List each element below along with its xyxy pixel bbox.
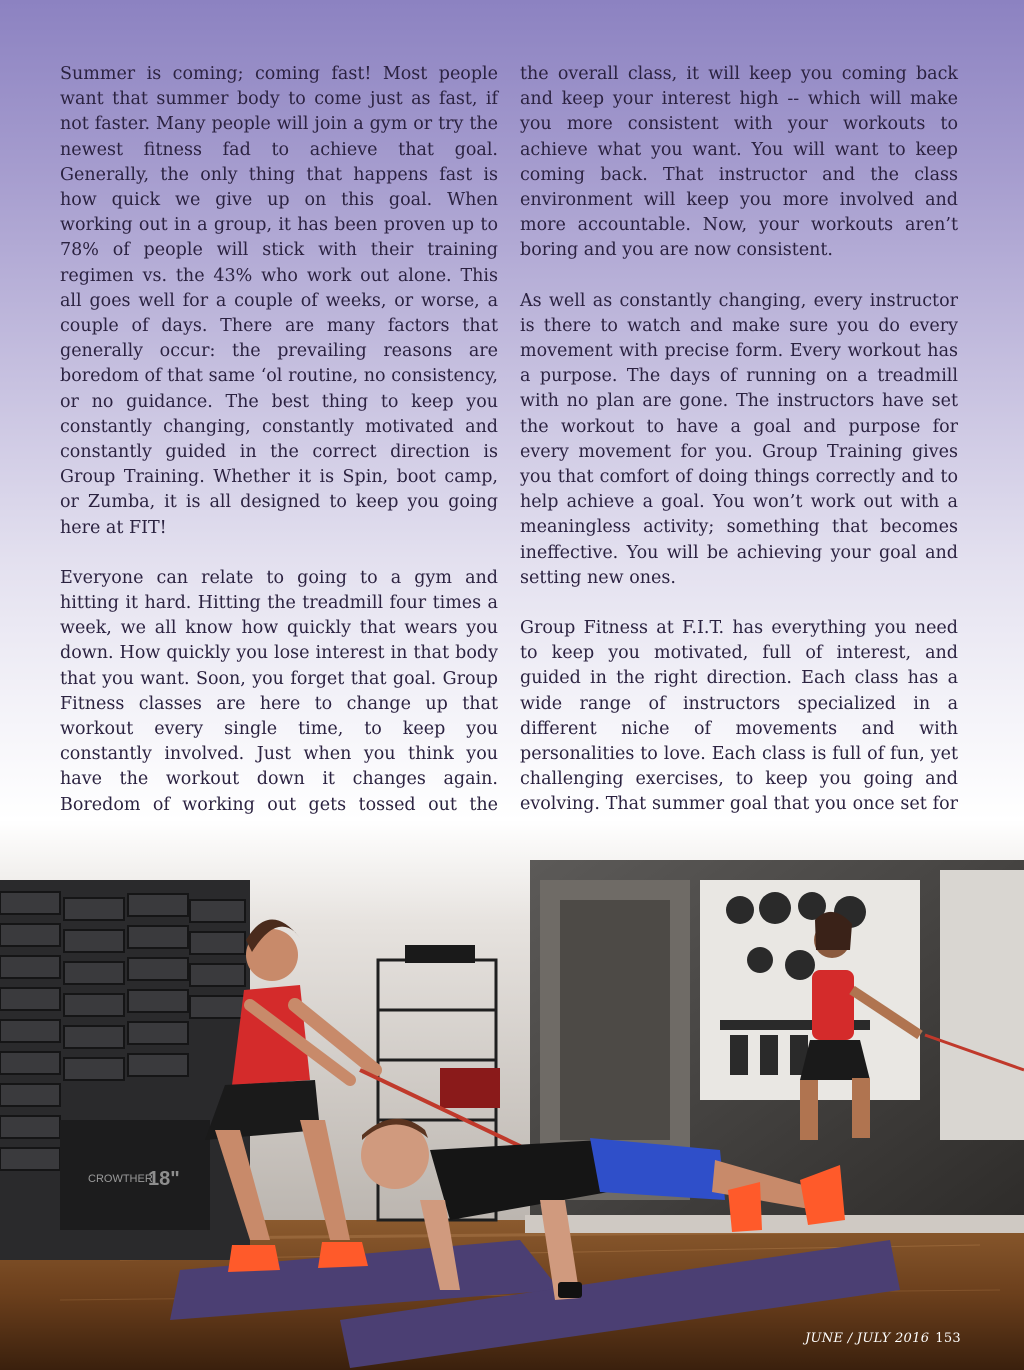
paragraph: As well as constantly changing, every instructor is there to watch and make sure you do every movement with precise form. Every workout has a purpose. The days of running on a treadmill with no plan are gone. The instructors have set the workout to have a goal and purpose for every movement for you. Group Training gives you that comfort of doing things correctly and to help achieve a goal. You won’t work out with a meaningless activity; something that becomes ineffective. You will be achieving your goal and setting new ones. [520,290,958,588]
article-body [60,62,958,919]
issue-date: JUNE / JULY 2016 [805,1331,930,1346]
paragraph: Everyone can relate to going to a gym and hitting it hard. Hitting the treadmill four times a week, we all know how quickly that wears you down. How quickly you lose interest in that body that you want. Soon, you forget that goal. Group Fitness classes are here to change up that workout every single time, to keep you constantly involved. Just when you think you have the workout down it changes again. Boredom of working out gets tossed out the [60,567,498,815]
gym-photo [0,820,1024,1370]
brand-label: CROWTHER [88,1173,153,1185]
paragraph: Summer is coming; coming fast! Most people want that summer body to come just as fast, if not faster. Many people will join a gym or try the newest fitness fad to achieve that goal. Generally, the only thing that happens fast is how quick we give up on this goal. When working out in a group, it has been proven up to 78% of people will stick with their training regimen vs. the 43% who work out alone. This all goes well for a couple of weeks, or worse, a couple of days. There are many factors that generally occur: the prevailing reasons are boredom of that same ‘ol routine, no consistency, or no guidance. The best thing to keep you constantly changing, constantly motivated and constantly guided in the correct direction is Group Training. Whether it is Spin, boot camp, or Zumba, it is all designed to keep you going here at FIT! [60,64,498,538]
left-column [60,62,498,919]
paragraph: Group Fitness at F.I.T. has everything you need to keep you motivated, full of interest, and guided in the right direction. Each class has a wide range of instructors specialized in a different niche of movements and with personalities to love. Each class is full of fun, yet challenging exercises, to keep you going and evolving. That summer goal that you once set for [520,618,958,815]
step-height-label: 18" [148,1168,180,1190]
paragraph: the overall class, it will keep you coming back and keep your interest high -- which will make you more consistent with your workouts to achieve what you want. You will want to keep coming back. That instructor and the class environment will keep you more involved and more accountable. Now, your workouts aren’t boring and you are now consistent. [520,64,958,261]
stacked-steps [0,880,250,1260]
page-number: 153 [935,1331,961,1346]
page-footer [805,1331,961,1346]
right-column [520,62,958,919]
